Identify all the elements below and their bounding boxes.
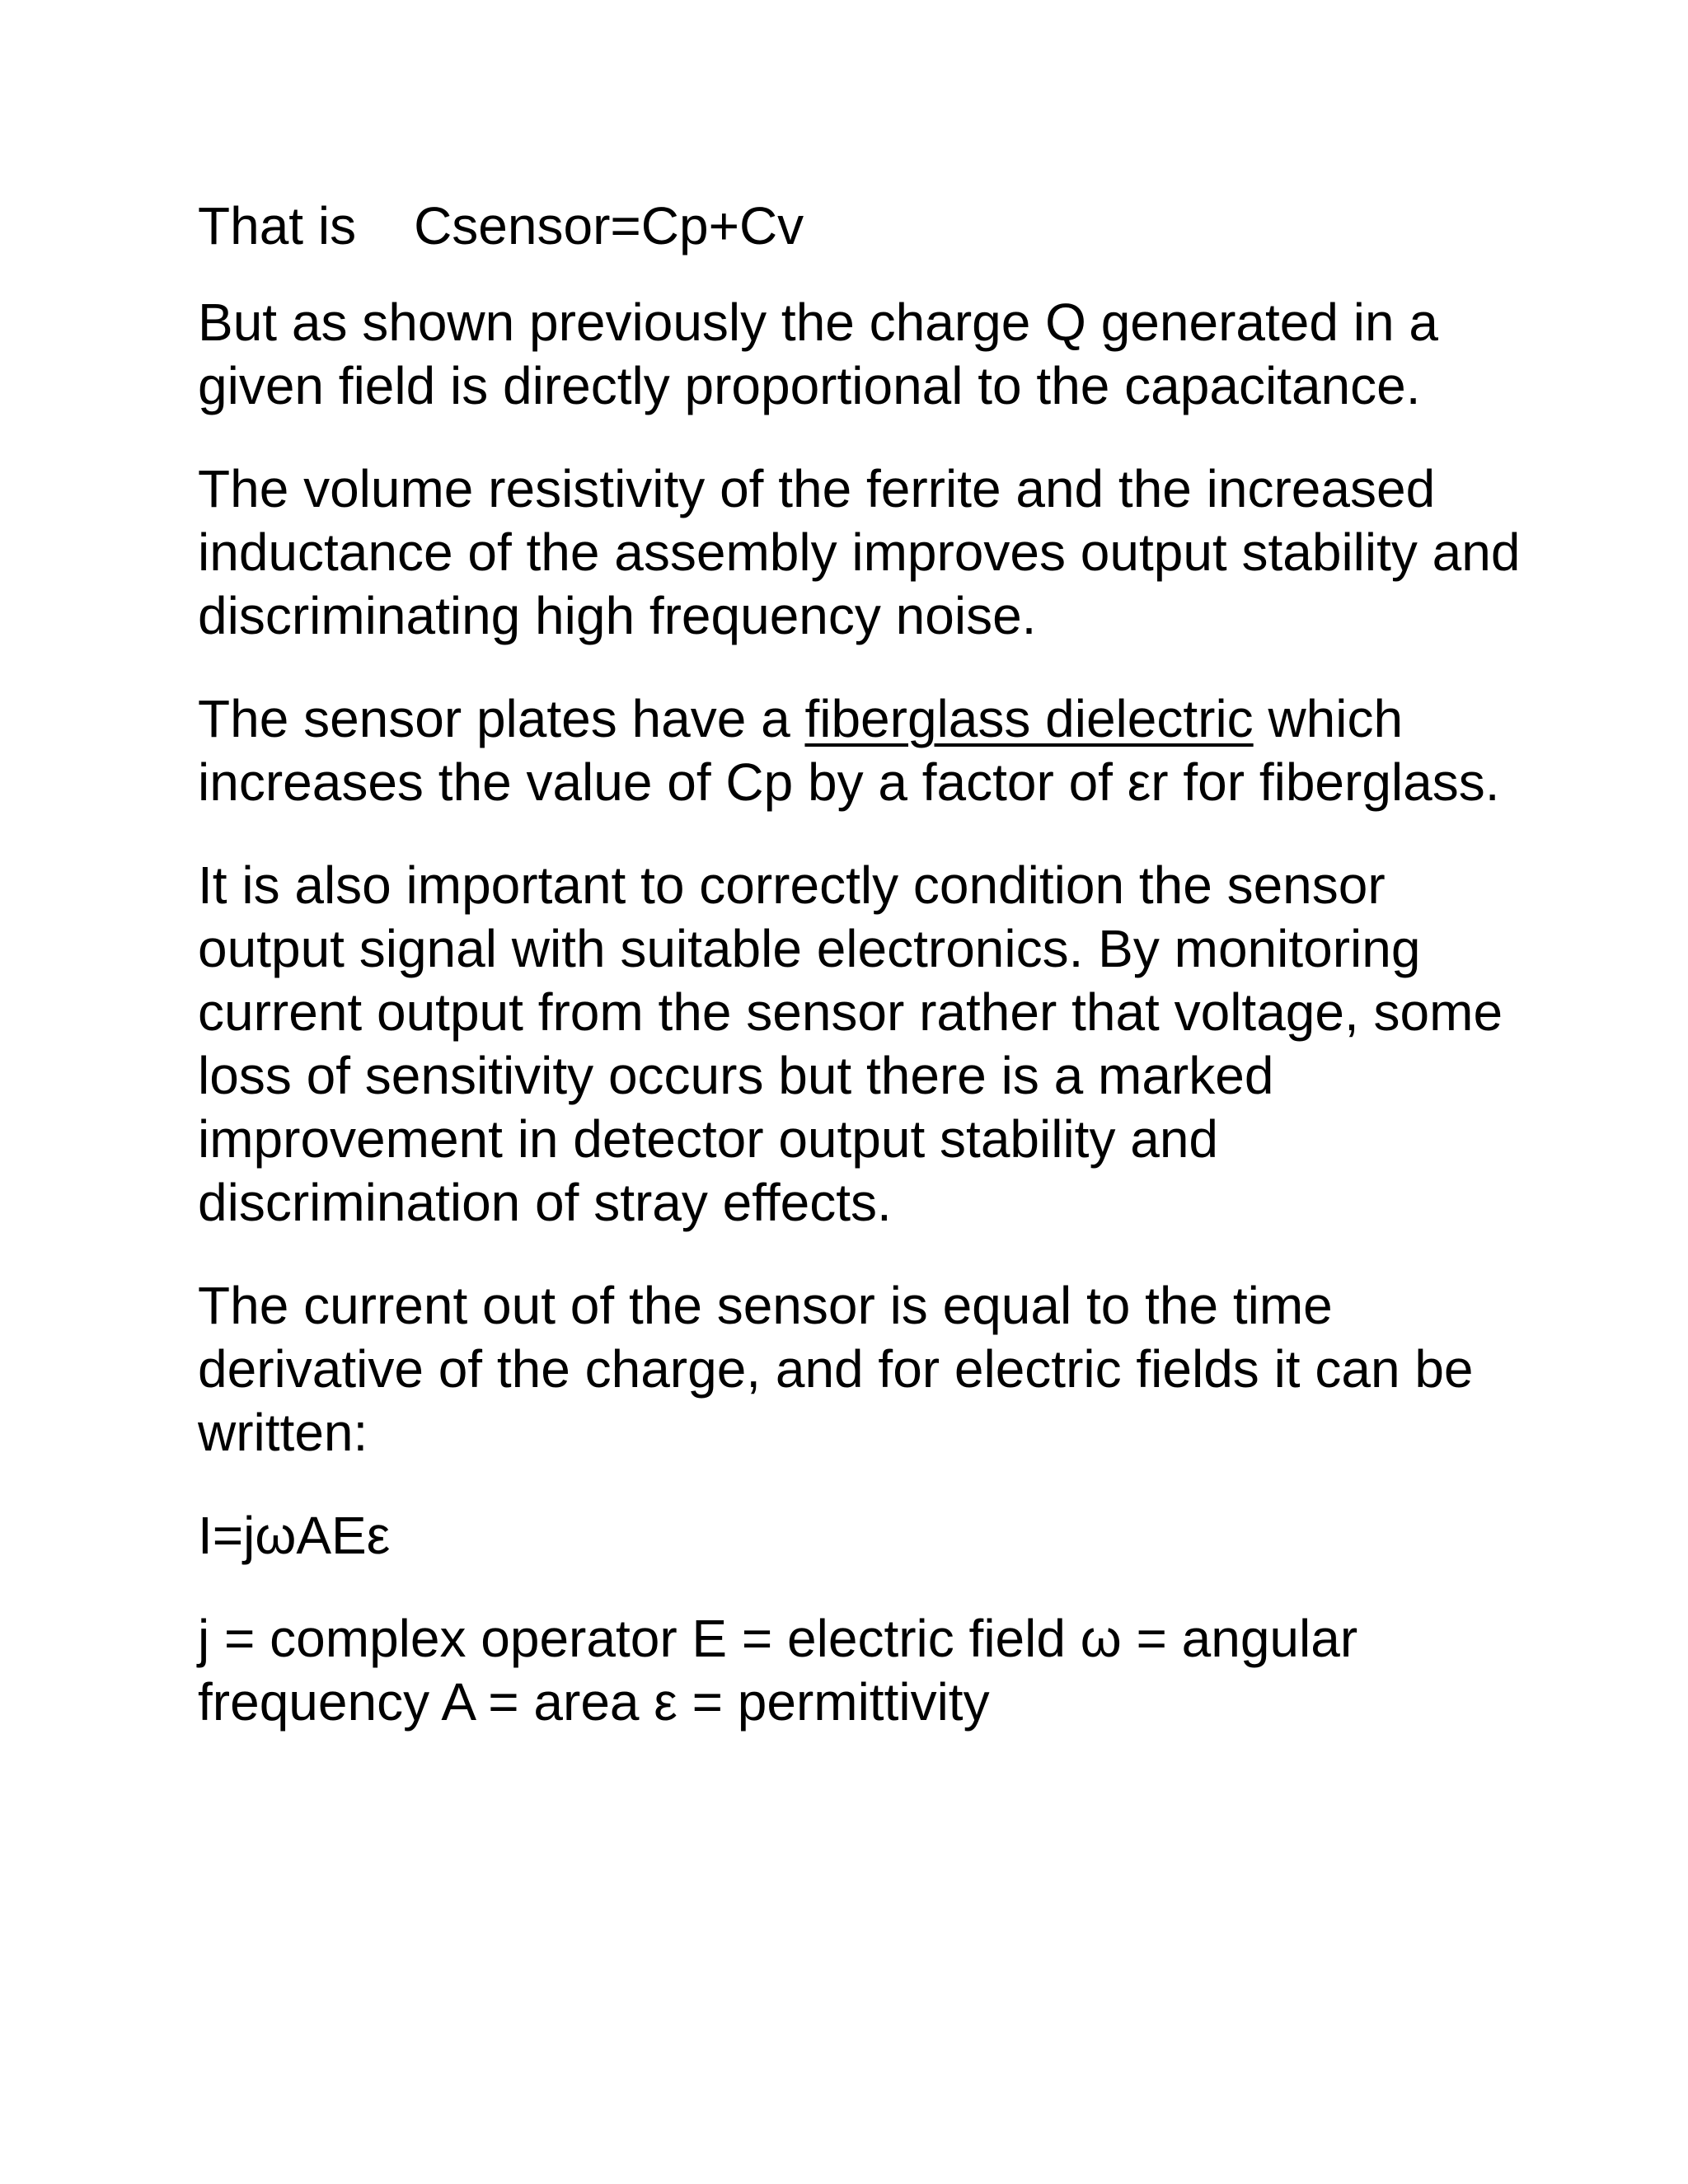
- current-formula: I=jωAEε: [198, 1506, 391, 1565]
- paragraph-fiberglass-after: which increases the value of Cp by a factor of εr for fiberglass.: [198, 689, 1500, 812]
- paragraph-ferrite-resistivity: The volume resistivity of the ferrite and the increased inductance of the assembly improves output stability and discriminating high frequency noise.: [198, 459, 1521, 645]
- fiberglass-dielectric-underlined: fiberglass dielectric: [804, 689, 1254, 748]
- paragraph-charge-capacitance: But as shown previously the charge Q generated in a given field is directly proportional to the capacitance.: [198, 293, 1438, 415]
- paragraph-fiberglass-dielectric: [198, 687, 1533, 814]
- equation-line: [198, 194, 1533, 258]
- formula-definitions: j = complex operator E = electric field ω = angular frequency A = area ε = permittivity: [198, 1609, 1358, 1732]
- paragraph-fiberglass-before: The sensor plates have a: [198, 689, 805, 748]
- paragraph-signal-conditioning: It is also important to correctly condition the sensor output signal with suitable electronics. By monitoring current output from the sensor rather that voltage, some loss of sensitivity occurs but there is a marked improvement in detector output stability and discrimination of stray effects.: [198, 855, 1503, 1232]
- sensor-capacitance-equation: Csensor=Cp+Cv: [414, 196, 804, 255]
- paragraph-current-derivative: The current out of the sensor is equal to the time derivative of the charge, and for electric fields it can be written:: [198, 1276, 1474, 1462]
- document-page: [198, 194, 1533, 1774]
- equation-lead: That is: [198, 196, 357, 255]
